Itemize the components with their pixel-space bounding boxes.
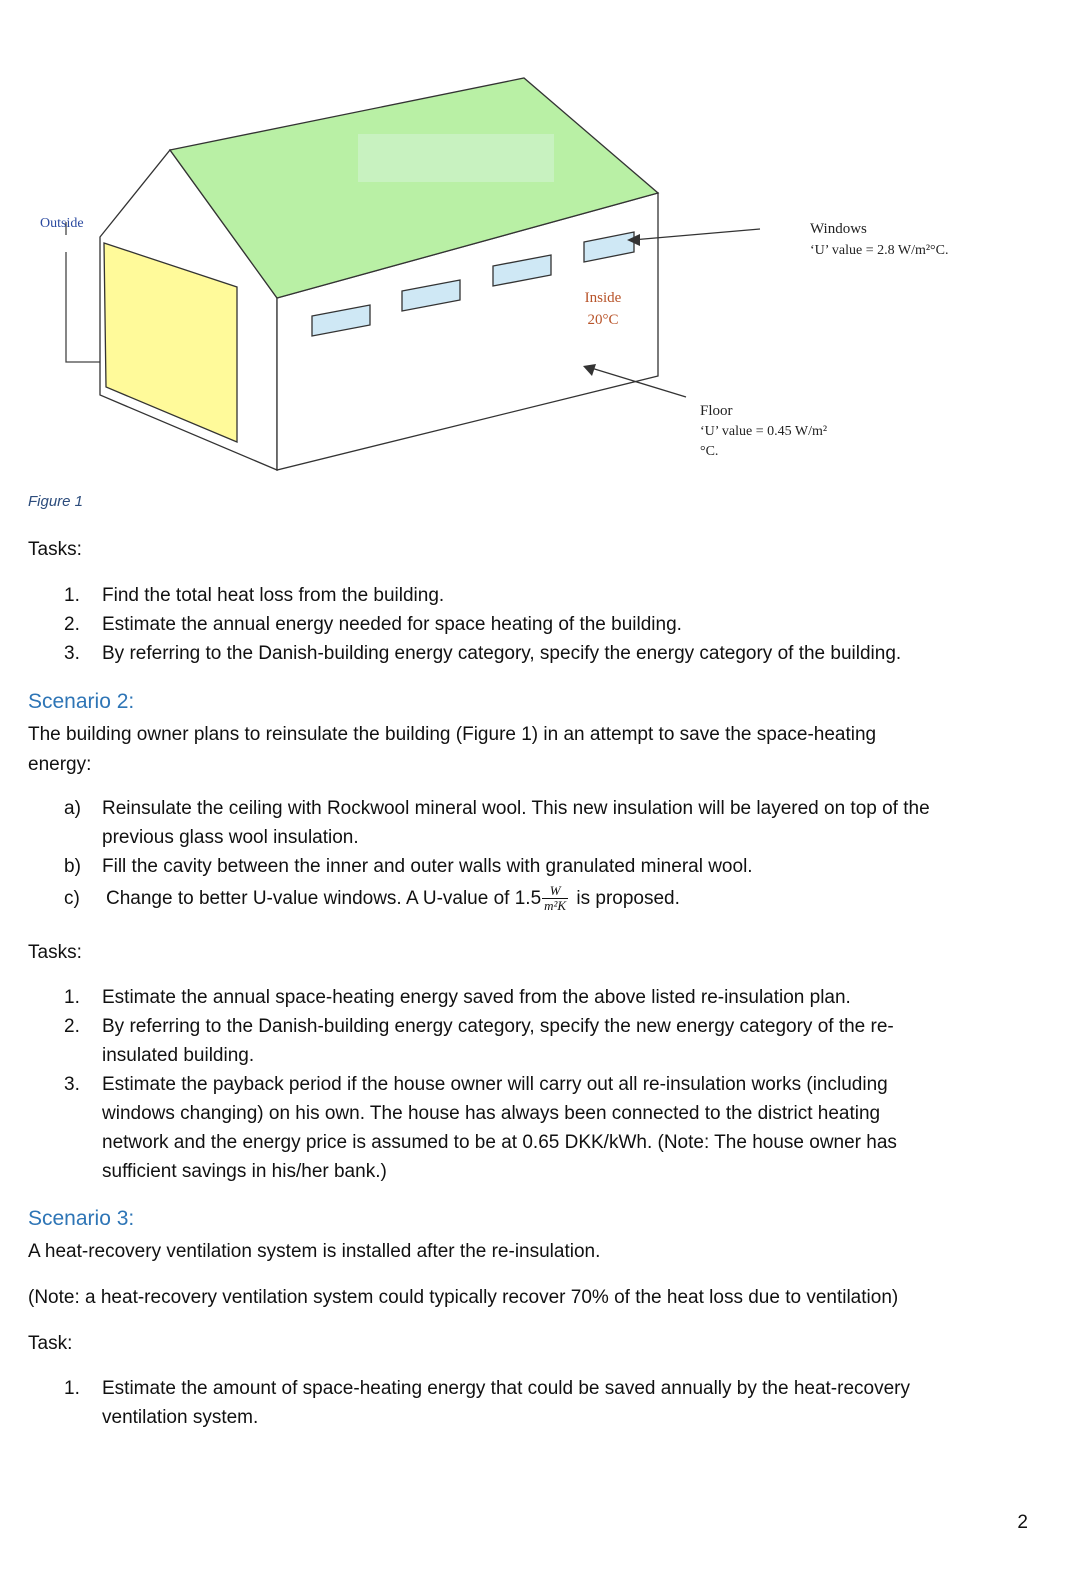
figure-caption: Figure 1 <box>28 493 84 510</box>
scenario-3-line: A heat-recovery ventilation system is installed after the re-insulation. <box>28 1241 601 1262</box>
list-item <box>28 1070 897 1186</box>
list-letter: c) <box>64 888 80 909</box>
floor-u-value: ‘U’ value = 0.45 W/m² <box>700 424 828 439</box>
list-text: By referring to the Danish-building energy category, specify the new energy category of the re- <box>102 1016 894 1037</box>
scenario-2-measures <box>28 794 930 881</box>
list-text: sufficient savings in his/her bank.) <box>102 1161 387 1182</box>
task-label: Task: <box>28 1333 73 1354</box>
fraction-denominator: m²K <box>544 898 567 914</box>
outside-label: Outside <box>40 216 84 231</box>
outside-corner-line <box>66 252 100 362</box>
list-text: By referring to the Danish-building energy category, specify the energy category of the building. <box>102 643 902 664</box>
fraction-numerator: W <box>542 884 568 899</box>
scenario-3-heading: Scenario 3: <box>28 1207 135 1230</box>
list-item <box>28 1012 897 1070</box>
building-figure <box>0 0 1080 500</box>
scenario-2-heading: Scenario 2: <box>28 690 135 713</box>
inside-label: Inside <box>584 290 622 306</box>
task-list-1 <box>28 581 901 668</box>
list-number: 2. <box>64 614 80 635</box>
list-text: Find the total heat loss from the building. <box>102 585 445 606</box>
list-text: Estimate the annual energy needed for space heating of the building. <box>102 614 682 635</box>
list-number: 2. <box>64 1016 80 1037</box>
list-text: windows changing) on his own. The house has always been connected to the district heating <box>102 1103 881 1124</box>
windows-label: Windows <box>810 221 867 237</box>
list-number: 3. <box>64 643 80 664</box>
list-text: network and the energy price is assumed to be at 0.65 DKK/kWh. (Note: The house owner has <box>102 1132 897 1153</box>
list-item <box>28 1374 910 1432</box>
list-text: Estimate the annual space-heating energy saved from the above listed re-insulation plan. <box>102 987 851 1008</box>
list-item <box>28 794 930 852</box>
list-number: 1. <box>64 585 80 606</box>
list-text: insulated building. <box>102 1045 255 1066</box>
tasks-label: Tasks: <box>28 539 82 560</box>
scenario-2-intro <box>28 720 876 780</box>
list-item <box>28 983 897 1012</box>
inside-temp: 20°C <box>587 312 619 328</box>
floor-label: Floor <box>700 403 733 419</box>
task-list-2 <box>28 983 897 1186</box>
list-item <box>28 852 930 881</box>
measure-c-suffix: is proposed. <box>571 888 680 909</box>
windows-u-value: ‘U’ value = 2.8 W/m²°C. <box>810 243 949 258</box>
scenario-3-note: (Note: a heat-recovery ventilation system could typically recover 70% of the heat loss due to ventilation) <box>28 1287 899 1308</box>
list-letter: b) <box>64 856 81 877</box>
measure-c <box>64 880 680 918</box>
list-number: 3. <box>64 1074 80 1095</box>
intro-line: The building owner plans to reinsulate the building (Figure 1) in an attempt to save the space-heating <box>28 724 877 745</box>
roof-patch <box>358 134 554 182</box>
list-text: Fill the cavity between the inner and outer walls with granulated mineral wool. <box>102 856 753 877</box>
list-text: Estimate the payback period if the house owner will carry out all re-insulation works (including <box>102 1074 888 1095</box>
list-text: Reinsulate the ceiling with Rockwool mineral wool. This new insulation will be layered on top of the <box>102 798 930 819</box>
list-number: 1. <box>64 987 80 1008</box>
task-list-3 <box>28 1374 910 1432</box>
list-text: previous glass wool insulation. <box>102 827 359 848</box>
measure-c-text: Change to better U-value windows. A U-value of 1.5 <box>106 888 542 909</box>
intro-line: energy: <box>28 754 92 775</box>
tasks-label: Tasks: <box>28 942 82 963</box>
list-text: Estimate the amount of space-heating energy that could be saved annually by the heat-recovery <box>102 1378 910 1399</box>
list-item <box>28 610 901 639</box>
list-letter: a) <box>64 798 81 819</box>
list-item <box>28 639 901 668</box>
list-item <box>28 581 901 610</box>
u-value-fraction <box>542 884 568 913</box>
list-text: ventilation system. <box>102 1407 259 1428</box>
page-number: 2 <box>1017 1512 1028 1533</box>
floor-unit: °C. <box>700 444 719 459</box>
list-number: 1. <box>64 1378 80 1399</box>
